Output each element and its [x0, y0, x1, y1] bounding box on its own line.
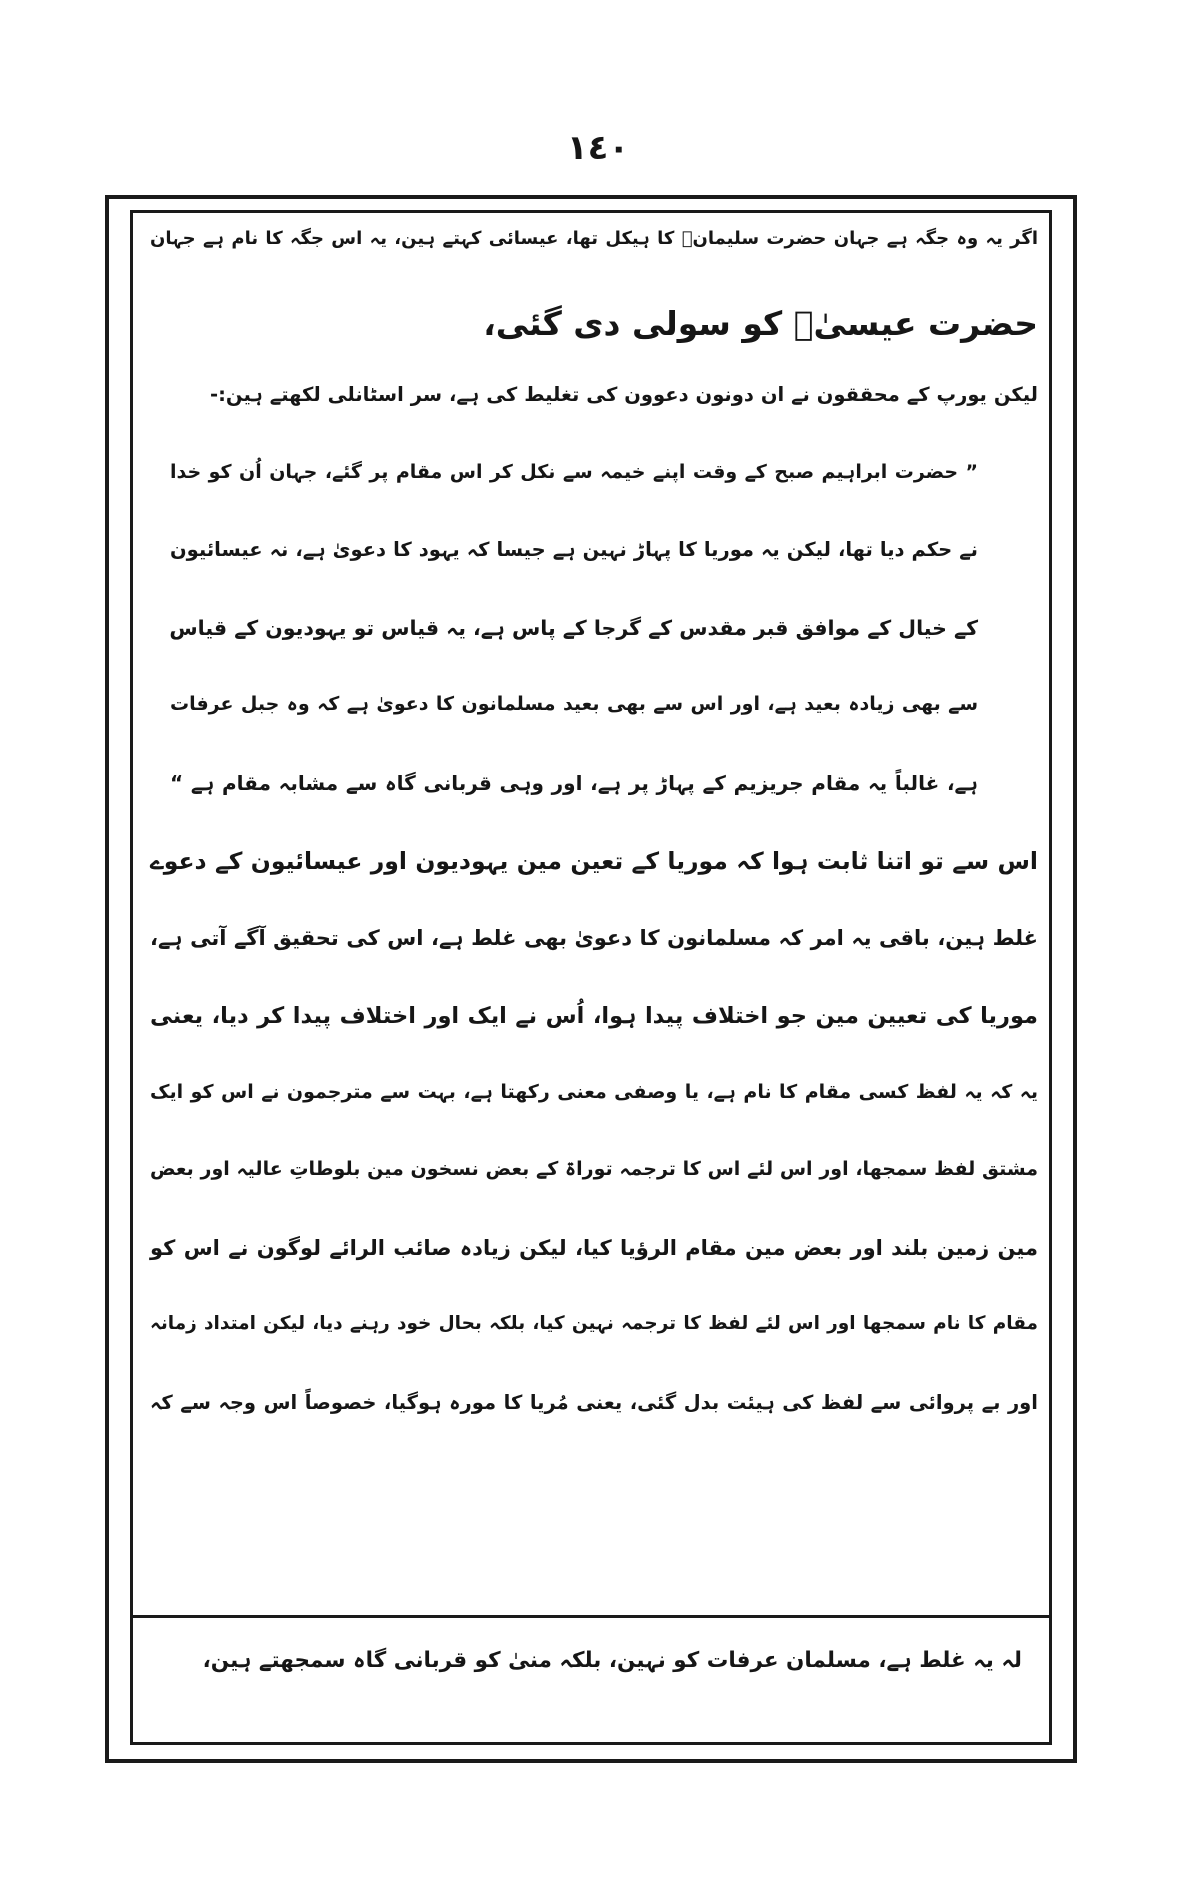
footnote: لہ یہ غلط ہے، مسلمان عرفات کو نہین، بلکہ منیٰ کو قربانی گاہ سمجھتے ہین، [202, 1648, 1022, 1673]
text-line-13: مشتق لفظ سمجھا، اور اس لئے اس کا ترجمہ توراۃ کے بعض نسخون مین بلوطاتِ عالیہ اور بعض [150, 1158, 1038, 1180]
text-line-15: مقام کا نام سمجھا اور اس لئے لفظ کا ترجمہ نہین کیا، بلکہ بحال خود رہنے دیا، لیکن امتداد زمانہ [150, 1313, 1038, 1334]
quote-line-2: نے حکم دیا تھا، لیکن یہ موریا کا پہاڑ نہین ہے جیسا کہ یہود کا دعویٰ ہے، نہ عیسائیون [170, 538, 978, 561]
footnote-divider [130, 1615, 1052, 1618]
text-line-1: اگر یہ وہ جگہ ہے جہان حضرت سلیمانؑ کا ہیکل تھا، عیسائی کہتے ہین، یہ اس جگہ کا نام ہے جہان [150, 228, 1038, 249]
quote-line-4: سے بھی زیادہ بعید ہے، اور اس سے بھی بعید مسلمانون کا دعویٰ ہے کہ وہ جبل عرفات [170, 693, 978, 715]
text-line-9: اس سے تو اتنا ثابت ہوا کہ موریا کے تعین مین یہودیون اور عیسائیون کے دعوے [150, 847, 1038, 875]
quote-line-3: کے خیال کے موافق قبر مقدس کے گرجا کے پاس ہے، یہ قیاس تو یہودیون کے قیاس [169, 616, 978, 640]
text-line-12: یہ کہ یہ لفظ کسی مقام کا نام ہے، یا وصفی معنی رکھتا ہے، بہت سے مترجمون نے اس کو ایک [150, 1081, 1038, 1103]
text-line-14: مین زمین بلند اور بعض مین مقام الرؤیا کیا، لیکن زیادہ صائب الرائے لوگون نے اس کو [150, 1236, 1038, 1260]
text-line-3: لیکن یورپ کے محققون نے ان دونون دعوون کی تغلیط کی ہے، سر اسٹانلی لکھتے ہین:- [210, 383, 1038, 406]
quote-line-5: ہے، غالباً یہ مقام جریزیم کے پہاڑ پر ہے، اور وہی قربانی گاہ سے مشابہ مقام ہے “ [170, 771, 978, 795]
inner-page-border [130, 210, 1052, 1745]
text-line-10: غلط ہین، باقی یہ امر کہ مسلمانون کا دعویٰ بھی غلط ہے، اس کی تحقیق آگے آتی ہے، [150, 926, 1038, 950]
page-number: ١٤٠ [566, 128, 630, 168]
text-line-16: اور بے پروائی سے لفظ کی ہیئت بدل گئی، یعنی مُریا کا مورہ ہوگیا، خصوصاً اس وجہ سے کہ [150, 1391, 1038, 1414]
text-line-11: موریا کی تعیین مین جو اختلاف پیدا ہوا، اُس نے ایک اور اختلاف پیدا کر دیا، یعنی [150, 1003, 1038, 1029]
text-line-2: حضرت عیسیٰؑ کو سولی دی گئی، [483, 304, 1038, 343]
quote-line-1: ” حضرت ابراہیم صبح کے وقت اپنے خیمہ سے نکل کر اس مقام پر گئے، جہان اُن کو خدا [170, 461, 978, 483]
